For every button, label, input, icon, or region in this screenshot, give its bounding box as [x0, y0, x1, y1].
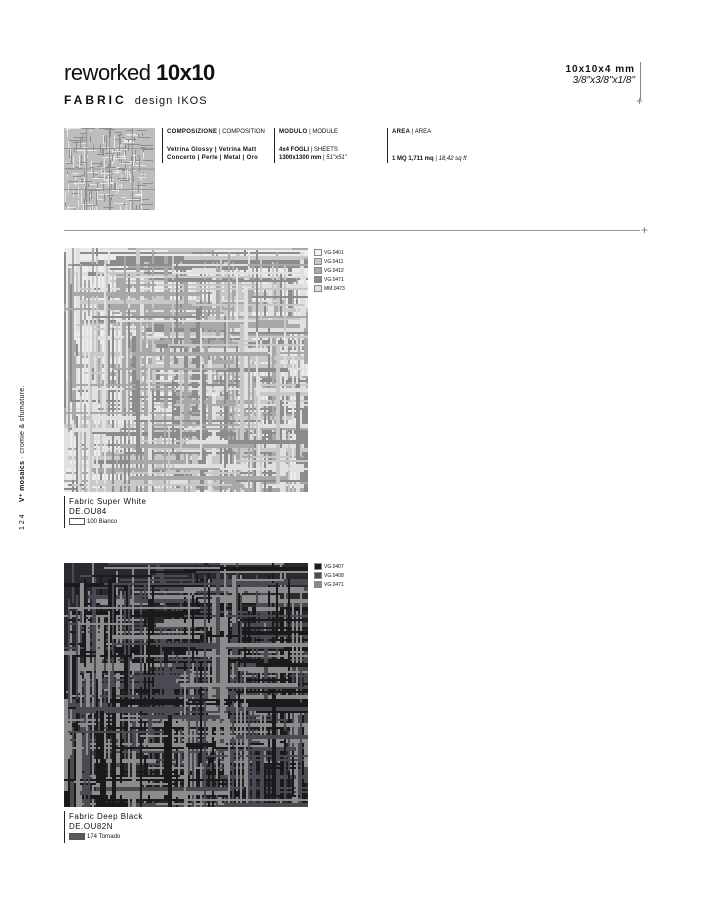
area-spec: AREA | AREA 1 MQ 1,711 mq | 18,42 sq ft — [387, 128, 467, 163]
product-name: Fabric Super White — [69, 497, 147, 506]
module-line-2: 1300x1300 mm — [279, 155, 322, 161]
composition-spec: COMPOSIZIONE | COMPOSITION Vetrina Glossy | Vetrina Matt Concerto | Perle | Metal | Oro — [162, 128, 265, 163]
legend-item: VG.0412 — [314, 267, 345, 276]
legend-item: VG.0407 — [314, 563, 344, 572]
sidebar-footer — [18, 385, 26, 530]
swatch — [314, 563, 322, 570]
pattern-deep-black — [64, 563, 308, 807]
swatch — [314, 249, 322, 256]
composition-line-1: Vetrina Glossy | Vetrina Matt — [167, 146, 257, 153]
legend-item: MM.0473 — [314, 285, 345, 294]
module-label-en: MODULE — [312, 129, 339, 135]
product-name: Fabric Deep Black — [69, 812, 143, 821]
product-caption — [69, 812, 143, 842]
module-line-2-in: 51"x51" — [326, 155, 347, 161]
product-code: DE.OU84 — [69, 507, 107, 516]
brand-logo-icon: V⁺ — [19, 493, 26, 503]
section-divider — [64, 230, 640, 231]
swatch — [314, 572, 322, 579]
pattern-super-white — [64, 248, 308, 492]
legend-item: VG.0471 — [314, 581, 344, 590]
product-code: DE.OU82N — [69, 822, 114, 831]
grout-swatch — [69, 833, 85, 840]
grout: 100 Bianco — [69, 517, 146, 527]
brand-name: mosaics — [19, 460, 26, 491]
title-bold: 10x10 — [156, 60, 215, 85]
product-caption — [69, 497, 146, 527]
swatch — [314, 581, 322, 588]
legend-item: VG.0401 — [314, 249, 345, 258]
legend-item: VG.0408 — [314, 572, 344, 581]
legend-item: VG.0411 — [314, 258, 345, 267]
collection-name: FABRIC — [64, 93, 127, 107]
caption-bar — [64, 496, 65, 528]
area-line: 1 MQ 1,711 mq — [392, 155, 434, 162]
module-line-1: 4x4 FOGLI — [279, 146, 310, 153]
color-legend — [314, 249, 345, 294]
sheet-thumbnail — [64, 128, 155, 210]
composition-label: COMPOSIZIONE — [167, 129, 218, 135]
collection-subtitle — [64, 93, 208, 107]
page-number: 124 — [19, 512, 26, 530]
grout: 174 Tornado — [69, 832, 143, 842]
module-spec: MODULO | MODULE 4x4 FOGLI | SHEETS 1300x1300 mm | 51"x51" — [274, 128, 347, 163]
designer: design IKOS — [134, 95, 208, 107]
area-label: AREA — [392, 129, 411, 135]
composition-label-en: COMPOSITION — [222, 129, 265, 135]
module-line-1-en: SHEETS — [313, 146, 338, 153]
brand-tagline: · cromie & sfumature. — [19, 385, 26, 459]
module-label: MODULO — [279, 129, 308, 135]
color-legend — [314, 563, 344, 590]
page-title — [64, 60, 215, 86]
area-line-sqft: 18,42 sq ft — [438, 155, 467, 162]
tile-size — [566, 64, 636, 86]
area-label-en: AREA — [414, 129, 432, 135]
grout-swatch — [69, 518, 85, 525]
size-mm: 10x10x4 mm — [565, 64, 635, 75]
legend-item: VG.0471 — [314, 276, 345, 285]
composition-line-2: Concerto | Perle | Metal | Oro — [167, 155, 259, 161]
crop-mark: + — [636, 94, 644, 108]
swatch — [314, 285, 322, 292]
caption-bar — [64, 811, 65, 843]
crop-mark: + — [641, 223, 649, 237]
swatch — [314, 267, 322, 274]
swatch — [314, 276, 322, 283]
title-light: reworked — [64, 60, 151, 85]
swatch — [314, 258, 322, 265]
size-inches: 3/8"x3/8"x1/8" — [572, 75, 635, 86]
